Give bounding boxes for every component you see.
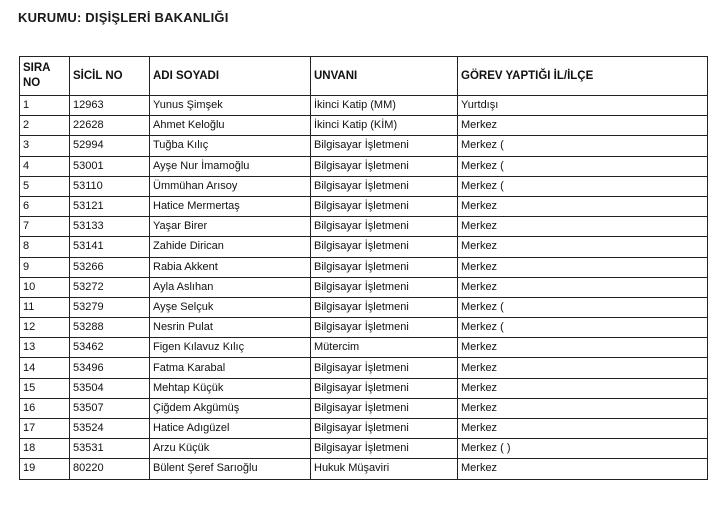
table-row xyxy=(20,439,708,459)
cell-adi-soyadi: Arzu Küçük xyxy=(150,439,311,459)
cell-gorev-yeri: Merkez xyxy=(458,116,708,136)
cell-sicil-no: 53121 xyxy=(70,196,150,216)
cell-sicil-no: 22628 xyxy=(70,116,150,136)
cell-sira-no: 6 xyxy=(20,196,70,216)
cell-gorev-yeri: Merkez xyxy=(458,237,708,257)
column-header-adi-soyadi: ADI SOYADI xyxy=(150,57,311,96)
cell-unvani: Bilgisayar İşletmeni xyxy=(311,257,458,277)
cell-gorev-yeri: Merkez ( xyxy=(458,156,708,176)
cell-gorev-yeri: Merkez xyxy=(458,257,708,277)
cell-unvani: Bilgisayar İşletmeni xyxy=(311,378,458,398)
table-row xyxy=(20,419,708,439)
cell-adi-soyadi: Ayşe Nur İmamoğlu xyxy=(150,156,311,176)
cell-adi-soyadi: Yunus Şimşek xyxy=(150,96,311,116)
cell-unvani: Bilgisayar İşletmeni xyxy=(311,217,458,237)
cell-adi-soyadi: Mehtap Küçük xyxy=(150,378,311,398)
cell-sira-no: 7 xyxy=(20,217,70,237)
cell-unvani: Bilgisayar İşletmeni xyxy=(311,156,458,176)
cell-gorev-yeri: Merkez xyxy=(458,338,708,358)
cell-gorev-yeri: Merkez xyxy=(458,358,708,378)
cell-unvani: Bilgisayar İşletmeni xyxy=(311,398,458,418)
cell-sira-no: 19 xyxy=(20,459,70,479)
cell-sicil-no: 53133 xyxy=(70,217,150,237)
cell-unvani: Bilgisayar İşletmeni xyxy=(311,439,458,459)
cell-sicil-no: 53279 xyxy=(70,297,150,317)
cell-adi-soyadi: Ayşe Selçuk xyxy=(150,297,311,317)
table-body xyxy=(20,96,708,480)
cell-gorev-yeri: Merkez xyxy=(458,398,708,418)
cell-unvani: Bilgisayar İşletmeni xyxy=(311,297,458,317)
cell-unvani: İkinci Katip (KİM) xyxy=(311,116,458,136)
column-header-gorev-yeri: GÖREV YAPTIĞI İL/İLÇE xyxy=(458,57,708,96)
table-row xyxy=(20,358,708,378)
cell-sicil-no: 53524 xyxy=(70,419,150,439)
table-row xyxy=(20,136,708,156)
cell-unvani: İkinci Katip (MM) xyxy=(311,96,458,116)
cell-sicil-no: 53496 xyxy=(70,358,150,378)
cell-unvani: Hukuk Müşaviri xyxy=(311,459,458,479)
cell-sicil-no: 53110 xyxy=(70,176,150,196)
table-row xyxy=(20,297,708,317)
cell-sira-no: 8 xyxy=(20,237,70,257)
cell-unvani: Bilgisayar İşletmeni xyxy=(311,419,458,439)
cell-adi-soyadi: Figen Kılavuz Kılıç xyxy=(150,338,311,358)
cell-sira-no: 17 xyxy=(20,419,70,439)
cell-sicil-no: 53288 xyxy=(70,318,150,338)
cell-unvani: Bilgisayar İşletmeni xyxy=(311,277,458,297)
cell-adi-soyadi: Ayla Aslıhan xyxy=(150,277,311,297)
cell-sira-no: 10 xyxy=(20,277,70,297)
cell-adi-soyadi: Ahmet Keloğlu xyxy=(150,116,311,136)
cell-sicil-no: 53531 xyxy=(70,439,150,459)
cell-adi-soyadi: Tuğba Kılıç xyxy=(150,136,311,156)
cell-unvani: Mütercim xyxy=(311,338,458,358)
cell-adi-soyadi: Zahide Dirican xyxy=(150,237,311,257)
table-row xyxy=(20,116,708,136)
table-row xyxy=(20,237,708,257)
cell-sicil-no: 53141 xyxy=(70,237,150,257)
cell-sicil-no: 53272 xyxy=(70,277,150,297)
table-row xyxy=(20,378,708,398)
cell-gorev-yeri: Merkez ( xyxy=(458,318,708,338)
cell-adi-soyadi: Nesrin Pulat xyxy=(150,318,311,338)
table-row xyxy=(20,176,708,196)
cell-sira-no: 12 xyxy=(20,318,70,338)
column-header-unvani: UNVANI xyxy=(311,57,458,96)
cell-gorev-yeri: Merkez ( xyxy=(458,297,708,317)
cell-sicil-no: 53001 xyxy=(70,156,150,176)
table-row xyxy=(20,398,708,418)
cell-gorev-yeri: Merkez xyxy=(458,459,708,479)
cell-sira-no: 1 xyxy=(20,96,70,116)
table-row xyxy=(20,257,708,277)
cell-unvani: Bilgisayar İşletmeni xyxy=(311,318,458,338)
table-row xyxy=(20,277,708,297)
cell-adi-soyadi: Rabia Akkent xyxy=(150,257,311,277)
cell-gorev-yeri: Merkez xyxy=(458,217,708,237)
cell-sira-no: 11 xyxy=(20,297,70,317)
cell-adi-soyadi: Bülent Şeref Sarıoğlu xyxy=(150,459,311,479)
personnel-table xyxy=(19,56,708,480)
cell-sira-no: 16 xyxy=(20,398,70,418)
column-header-sira-line1: SIRA xyxy=(23,62,51,74)
cell-unvani: Bilgisayar İşletmeni xyxy=(311,176,458,196)
cell-sicil-no: 53462 xyxy=(70,338,150,358)
cell-sira-no: 5 xyxy=(20,176,70,196)
table-row xyxy=(20,338,708,358)
table-row xyxy=(20,318,708,338)
cell-sicil-no: 53504 xyxy=(70,378,150,398)
table-row xyxy=(20,96,708,116)
cell-sira-no: 14 xyxy=(20,358,70,378)
cell-adi-soyadi: Hatice Mermertaş xyxy=(150,196,311,216)
table-row xyxy=(20,156,708,176)
cell-gorev-yeri: Merkez ( xyxy=(458,176,708,196)
cell-gorev-yeri: Yurtdışı xyxy=(458,96,708,116)
cell-adi-soyadi: Yaşar Birer xyxy=(150,217,311,237)
cell-adi-soyadi: Hatice Adıgüzel xyxy=(150,419,311,439)
cell-sira-no: 4 xyxy=(20,156,70,176)
cell-gorev-yeri: Merkez ( ) xyxy=(458,439,708,459)
cell-gorev-yeri: Merkez xyxy=(458,378,708,398)
table-row xyxy=(20,196,708,216)
cell-gorev-yeri: Merkez xyxy=(458,277,708,297)
cell-unvani: Bilgisayar İşletmeni xyxy=(311,136,458,156)
cell-unvani: Bilgisayar İşletmeni xyxy=(311,237,458,257)
table-row xyxy=(20,217,708,237)
table-row xyxy=(20,459,708,479)
cell-sicil-no: 80220 xyxy=(70,459,150,479)
cell-sira-no: 3 xyxy=(20,136,70,156)
page-title: KURUMU: DIŞİŞLERİ BAKANLIĞI xyxy=(18,10,229,25)
cell-unvani: Bilgisayar İşletmeni xyxy=(311,358,458,378)
cell-sira-no: 2 xyxy=(20,116,70,136)
cell-sira-no: 9 xyxy=(20,257,70,277)
cell-gorev-yeri: Merkez xyxy=(458,419,708,439)
cell-adi-soyadi: Ümmühan Arısoy xyxy=(150,176,311,196)
cell-sicil-no: 52994 xyxy=(70,136,150,156)
table-header-row xyxy=(20,57,708,96)
cell-sira-no: 13 xyxy=(20,338,70,358)
cell-gorev-yeri: Merkez xyxy=(458,196,708,216)
cell-adi-soyadi: Fatma Karabal xyxy=(150,358,311,378)
cell-sicil-no: 53507 xyxy=(70,398,150,418)
cell-sicil-no: 12963 xyxy=(70,96,150,116)
cell-sira-no: 15 xyxy=(20,378,70,398)
cell-sira-no: 18 xyxy=(20,439,70,459)
cell-sicil-no: 53266 xyxy=(70,257,150,277)
cell-gorev-yeri: Merkez ( xyxy=(458,136,708,156)
column-header-sira-line2: NO xyxy=(23,77,41,89)
column-header-sicil: SİCİL NO xyxy=(70,57,150,96)
column-header-sira xyxy=(20,57,70,96)
cell-unvani: Bilgisayar İşletmeni xyxy=(311,196,458,216)
cell-adi-soyadi: Çiğdem Akgümüş xyxy=(150,398,311,418)
